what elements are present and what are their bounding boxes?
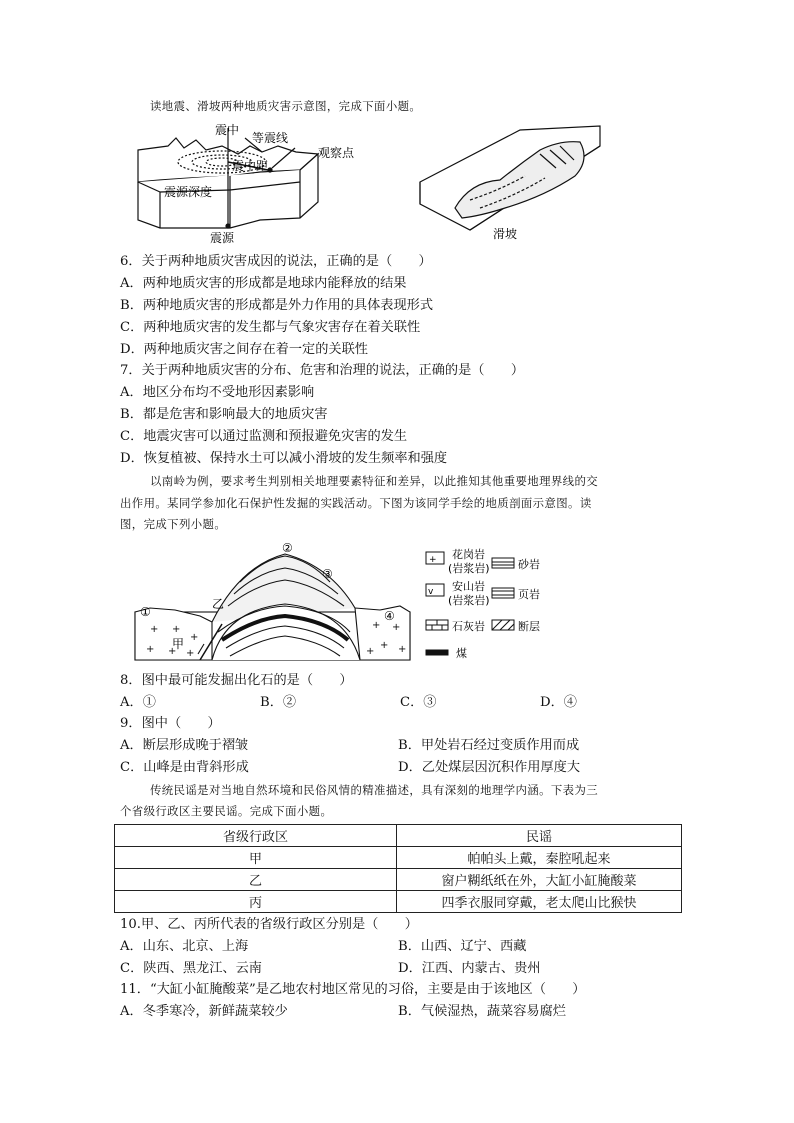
- legend-granite-sub: (岩浆岩): [448, 562, 490, 575]
- q9-option-b[interactable]: B．甲处岩石经过变质作用而成: [398, 738, 580, 753]
- label-yi: 乙: [212, 597, 225, 611]
- q8-stem: 8．图中最可能发掘出化石的是（ ）: [120, 673, 353, 688]
- legend-coal: 煤: [456, 647, 467, 660]
- figure-geological-section: [0, 536, 794, 666]
- label-focal-depth: 震源深度: [164, 185, 213, 199]
- q11-option-a[interactable]: A．冬季寒冷，新鲜蔬菜较少: [120, 1004, 288, 1019]
- label-isoseismal: 等震线: [252, 131, 289, 145]
- table-header-row: [115, 825, 682, 847]
- q7-option-c[interactable]: C．地震灾害可以通过监测和预报避免灾害的发生: [120, 429, 408, 444]
- q7-option-b[interactable]: B．都是危害和影响最大的地质灾害: [120, 407, 328, 422]
- q9-stem: 9．图中（ ）: [120, 716, 221, 731]
- label-landslide: 滑坡: [493, 227, 518, 241]
- q10-option-a[interactable]: A．山东、北京、上海: [120, 939, 249, 954]
- intro-nanling-line1: 以南岭为例，要求考生判别相关地理要素特征和差异，以此推知其他重要地理界线的交: [150, 474, 599, 488]
- q10-option-b[interactable]: B．山西、辽宁、西藏: [398, 939, 527, 954]
- table-row: [115, 891, 682, 913]
- svg-text:+: +: [150, 624, 159, 635]
- landslide-diagram: [420, 126, 600, 230]
- table-cell-region: 甲: [115, 847, 397, 869]
- q9-option-d[interactable]: D．乙处煤层因沉积作用厚度大: [398, 760, 581, 775]
- legend-fault: 断层: [518, 620, 540, 633]
- table-header-region: 省级行政区: [115, 825, 397, 847]
- legend-shale: 页岩: [518, 588, 540, 601]
- folk-song-table: [114, 824, 682, 913]
- q6-option-a[interactable]: A．两种地质灾害的形成都是地球内能释放的结果: [120, 276, 407, 291]
- svg-text:+: +: [429, 555, 437, 565]
- svg-text:+: +: [366, 646, 375, 657]
- q9-option-a[interactable]: A．断层形成晚于褶皱: [120, 738, 249, 753]
- marker-4: ④: [384, 609, 395, 623]
- q8-option-d[interactable]: D．④: [540, 695, 577, 710]
- legend-granite: 花岗岩: [452, 548, 485, 561]
- label-epicentral-distance: 震中距: [232, 159, 269, 173]
- svg-text:+: +: [392, 622, 401, 633]
- q6-option-b[interactable]: B．两种地质灾害的形成都是外力作用的具体表现形式: [120, 298, 434, 313]
- svg-text:+: +: [186, 648, 195, 659]
- q11-stem: 11．“大缸小缸腌酸菜”是乙地农村地区常见的习俗，主要是由于该地区（ ）: [120, 982, 586, 997]
- svg-text:+: +: [146, 644, 155, 655]
- label-jia: 甲: [172, 637, 185, 651]
- q7-option-a[interactable]: A．地区分布均不受地形因素影响: [120, 385, 315, 400]
- table-cell-region: 丙: [115, 891, 397, 913]
- svg-text:+: +: [398, 644, 407, 655]
- earthquake-block-diagram: [138, 128, 318, 228]
- q7-option-d[interactable]: D．恢复植被、保持水土可以减小滑坡的发生频率和强度: [120, 451, 448, 466]
- label-epicenter: 震中: [215, 123, 240, 137]
- svg-text:+: +: [172, 624, 181, 635]
- svg-text:+: +: [190, 632, 199, 643]
- table-cell-song: 帕帕头上戴，秦腔吼起来: [397, 847, 682, 869]
- table-header-song: 民谣: [397, 825, 682, 847]
- table-cell-song: 窗户糊纸纸在外，大缸小缸腌酸菜: [397, 869, 682, 891]
- q8-option-a[interactable]: A．①: [120, 695, 156, 710]
- legend-limestone: 石灰岩: [452, 620, 485, 633]
- label-observation-point: 观察点: [318, 146, 355, 160]
- intro-folk-line2: 个省级行政区主要民谣。完成下面小题。: [120, 804, 333, 818]
- label-focus: 震源: [210, 231, 235, 245]
- legend-andesite-sub: (岩浆岩): [448, 594, 490, 607]
- marker-1: ①: [140, 605, 151, 619]
- table-row: [115, 847, 682, 869]
- marker-2: ②: [282, 541, 293, 555]
- marker-3: ③: [322, 567, 333, 581]
- q8-option-c[interactable]: C．③: [400, 695, 437, 710]
- svg-text:+: +: [380, 640, 389, 651]
- q9-option-c[interactable]: C．山峰是由背斜形成: [120, 760, 249, 775]
- figure-earthquake-landslide: [0, 120, 794, 250]
- table-cell-region: 乙: [115, 869, 397, 891]
- svg-text:v: v: [428, 587, 434, 597]
- q6-option-d[interactable]: D．两种地质灾害之间存在着一定的关联性: [120, 342, 368, 357]
- q11-option-b[interactable]: B．气候湿热，蔬菜容易腐烂: [398, 1004, 566, 1019]
- q10-stem: 10.甲、乙、丙所代表的省级行政区分别是（ ）: [120, 917, 418, 932]
- q10-option-d[interactable]: D．江西、内蒙古、贵州: [398, 961, 541, 976]
- intro-folk-line1: 传统民谣是对当地自然环境和民俗风情的精准描述，具有深刻的地理学内涵。下表为三: [150, 783, 599, 797]
- svg-text:+: +: [168, 646, 177, 657]
- intro-earthquake-landslide: 读地震、滑坡两种地质灾害示意图，完成下面小题。: [150, 99, 422, 113]
- legend-sandstone: 砂岩: [518, 558, 540, 571]
- svg-text:+: +: [372, 620, 381, 631]
- legend-andesite: 安山岩: [452, 580, 485, 593]
- q10-option-c[interactable]: C．陕西、黑龙江、云南: [120, 961, 262, 976]
- q7-stem: 7．关于两种地质灾害的分布、危害和治理的说法，正确的是（ ）: [120, 363, 525, 378]
- table-row: [115, 869, 682, 891]
- q6-option-c[interactable]: C．两种地质灾害的发生都与气象灾害存在着关联性: [120, 320, 421, 335]
- table-cell-song: 四季衣服同穿戴，老太爬山比猴快: [397, 891, 682, 913]
- q6-stem: 6．关于两种地质灾害成因的说法，正确的是（ ）: [120, 254, 432, 269]
- q8-option-b[interactable]: B．②: [260, 695, 297, 710]
- intro-nanling-line3: 图，完成下列小题。: [120, 517, 227, 531]
- intro-nanling-line2: 出作用。某同学参加化石保护性发掘的实践活动。下图为该同学手绘的地质剖面示意图。读: [120, 496, 592, 510]
